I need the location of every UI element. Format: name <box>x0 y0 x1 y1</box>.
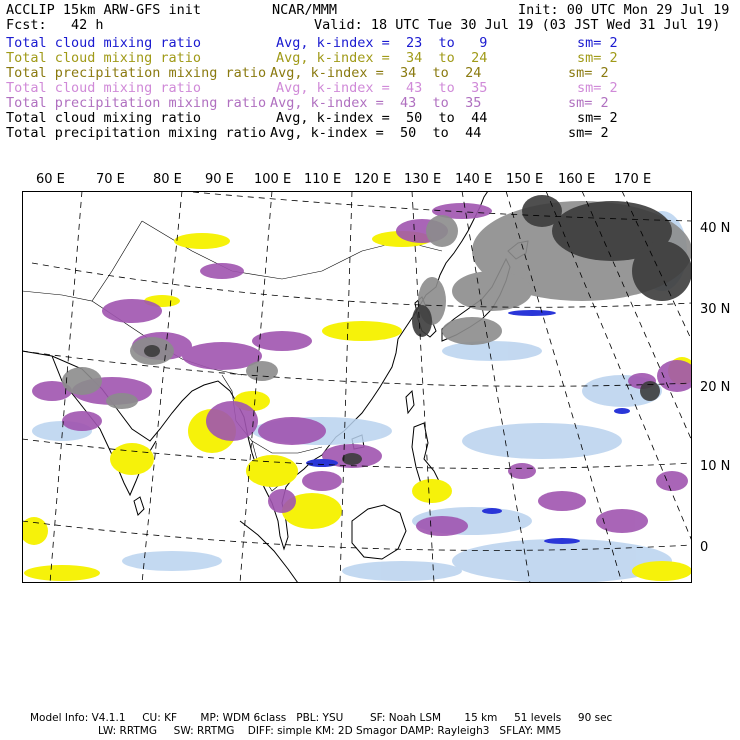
lon-label: 80 E <box>153 172 182 187</box>
legend-field: Total cloud mixing ratio <box>6 50 202 66</box>
lon-label: 130 E <box>404 172 442 187</box>
lat-label: 10 N <box>700 459 731 474</box>
init-time: Init: 00 UTC Mon 29 Jul 19 <box>518 2 730 18</box>
lon-label: 110 E <box>304 172 342 187</box>
lat-label: 0 <box>700 540 709 555</box>
lon-label: 100 E <box>254 172 292 187</box>
lat-label: 20 N <box>700 380 731 395</box>
lon-label: 90 E <box>205 172 234 187</box>
model-title: ACCLIP 15km ARW-GFS init <box>6 2 202 18</box>
legend-field: Total precipitation mixing ratio <box>6 125 267 141</box>
legend-avg: Avg, k-index = 43 to 35 <box>276 80 488 96</box>
legend-sm: sm= 2 <box>577 110 618 126</box>
lon-label: 150 E <box>506 172 544 187</box>
legend-sm: sm= 2 <box>568 65 609 81</box>
legend-field: Total cloud mixing ratio <box>6 80 202 96</box>
legend-avg: Avg, k-index = 43 to 35 <box>270 95 482 111</box>
legend-sm: sm= 2 <box>568 125 609 141</box>
legend-sm: sm= 2 <box>577 80 618 96</box>
legend-avg: Avg, k-index = 34 to 24 <box>270 65 482 81</box>
legend-avg: Avg, k-index = 34 to 24 <box>276 50 488 66</box>
legend-sm: sm= 2 <box>568 95 609 111</box>
legend-avg: Avg, k-index = 50 to 44 <box>276 110 488 126</box>
forecast-hour: Fcst: 42 h <box>6 17 104 33</box>
legend-field: Total cloud mixing ratio <box>6 110 202 126</box>
lat-label: 40 N <box>700 221 731 236</box>
legend-field: Total precipitation mixing ratio <box>6 65 267 81</box>
forecast-map <box>22 191 692 583</box>
valid-time: Valid: 18 UTC Tue 30 Jul 19 (03 JST Wed 31 Jul 19) <box>314 17 721 33</box>
lat-label: 30 N <box>700 302 731 317</box>
lon-label: 60 E <box>36 172 65 187</box>
legend-avg: Avg, k-index = 50 to 44 <box>270 125 482 141</box>
legend-field: Total precipitation mixing ratio <box>6 95 267 111</box>
lon-label: 170 E <box>614 172 652 187</box>
legend-sm: sm= 2 <box>577 50 618 66</box>
model-info-line2: LW: RRTMG SW: RRTMG DIFF: simple KM: 2D Smagor DAMP: Rayleigh3 SFLAY: MM5 <box>98 725 562 737</box>
center-label: NCAR/MMM <box>272 2 338 18</box>
lon-label: 160 E <box>558 172 596 187</box>
lon-label: 120 E <box>354 172 392 187</box>
lon-label: 140 E <box>455 172 493 187</box>
lon-label: 70 E <box>96 172 125 187</box>
legend-field: Total cloud mixing ratio <box>6 35 202 51</box>
model-info-line1: Model Info: V4.1.1 CU: KF MP: WDM 6class PBL: YSU SF: Noah LSM 15 km 51 levels 90 sec <box>30 712 613 724</box>
legend-sm: sm= 2 <box>577 35 618 51</box>
legend-avg: Avg, k-index = 23 to 9 <box>276 35 488 51</box>
